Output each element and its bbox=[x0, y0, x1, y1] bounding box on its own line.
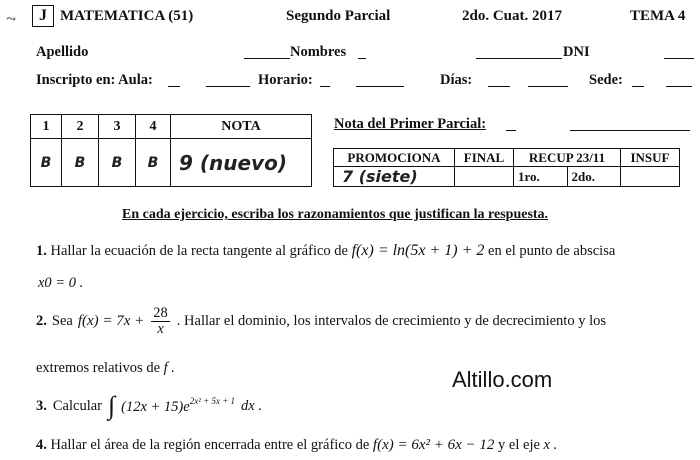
grade-nota: 9 (nuevo) bbox=[171, 139, 312, 187]
grades-header-1: 1 bbox=[31, 115, 62, 139]
exercise-1-number: 1. bbox=[36, 243, 47, 259]
exercise-4-text-2: y el eje bbox=[498, 437, 540, 453]
exercise-2-line-2 bbox=[36, 360, 175, 377]
exercise-3-exponent: 2x² + 5x + 1 bbox=[189, 396, 236, 406]
nombres-label: Nombres bbox=[290, 44, 347, 60]
exercise-1-text: Hallar la ecuación de la recta tangente al gráfico de bbox=[50, 243, 348, 259]
horario-line[interactable] bbox=[320, 74, 330, 87]
exercise-3-number: 3. bbox=[36, 397, 47, 414]
horario-label: Horario: bbox=[258, 72, 313, 88]
theme: TEMA 4 bbox=[630, 8, 686, 24]
exercise-2-text-3: extremos relativos de bbox=[36, 360, 161, 376]
arrow-mark: ⤳ bbox=[6, 12, 17, 26]
dni-label: DNI bbox=[563, 44, 590, 60]
exercise-4-text: Hallar el área de la región encerrada entre el gráfico de bbox=[50, 437, 370, 453]
dni-line[interactable] bbox=[664, 46, 694, 59]
exercise-2-text: Sea bbox=[51, 313, 73, 329]
exercise-2-function: f(x) = 7x + bbox=[77, 313, 145, 329]
exercise-3-expression: $(12x + 15)e^{2x^2 + 5x + 1}$ bbox=[121, 396, 236, 415]
watermark-logo: Altillo.com bbox=[452, 367, 553, 392]
grade-1: B bbox=[31, 139, 62, 187]
primer-parcial-table bbox=[333, 148, 680, 187]
pp-final-cell bbox=[455, 167, 514, 187]
grade-3: B bbox=[99, 139, 136, 187]
grade-2: B bbox=[62, 139, 99, 187]
exercise-4-x: x . bbox=[543, 437, 558, 453]
exercise-2-f: f . bbox=[163, 360, 175, 376]
pp-header-final: FINAL bbox=[455, 149, 514, 167]
grades-header-4: 4 bbox=[136, 115, 171, 139]
grades-table bbox=[30, 114, 312, 187]
pp-header-recup: RECUP 23/11 bbox=[514, 149, 621, 167]
sede-label: Sede: bbox=[589, 72, 623, 88]
aula-line[interactable] bbox=[168, 74, 180, 87]
pp-header-promociona: PROMOCIONA bbox=[334, 149, 455, 167]
fraction-denominator: x bbox=[157, 321, 164, 337]
primer-parcial-line-2[interactable] bbox=[570, 118, 690, 131]
pp-recup-2do: 2do. bbox=[567, 167, 621, 187]
term: 2do. Cuat. 2017 bbox=[462, 8, 563, 24]
dias-line-2[interactable] bbox=[528, 74, 568, 87]
nombres-line-2[interactable] bbox=[476, 46, 562, 59]
pp-insuf-cell bbox=[621, 167, 680, 187]
exercise-4-number: 4. bbox=[36, 437, 47, 453]
aula-label: Inscripto en: Aula: bbox=[36, 72, 153, 88]
grades-header-nota: NOTA bbox=[171, 115, 312, 139]
sede-line[interactable] bbox=[632, 74, 644, 87]
exercise-2-text-2: . Hallar el dominio, los intervalos de crecimiento y de decrecimiento y los bbox=[176, 313, 607, 329]
nombres-line[interactable] bbox=[358, 46, 366, 59]
grade-4: B bbox=[136, 139, 171, 187]
exercise-1-point: x0 = 0 . bbox=[38, 275, 84, 291]
pp-promociona-value: 7 (siete) bbox=[334, 167, 455, 187]
exercise-3-dx: dx . bbox=[241, 397, 262, 414]
sede-line-2[interactable] bbox=[666, 74, 692, 87]
exercise-2-fraction bbox=[151, 306, 170, 337]
pp-header-insuf: INSUF bbox=[621, 149, 680, 167]
dias-line[interactable] bbox=[488, 74, 510, 87]
pp-recup-1ro: 1ro. bbox=[514, 167, 568, 187]
exercise-4-function: f(x) = 6x² + 6x − 12 bbox=[372, 437, 495, 453]
exercise-3-text: Calcular bbox=[52, 397, 102, 414]
apellido-label: Apellido bbox=[36, 44, 89, 60]
exercise-1-function: f(x) = ln(5x + 1) + 2 bbox=[351, 242, 485, 259]
exam-name: Segundo Parcial bbox=[286, 8, 391, 24]
exercise-1-text-2: en el punto de abscisa bbox=[488, 243, 616, 259]
exercise-1 bbox=[36, 242, 615, 260]
primer-parcial-label: Nota del Primer Parcial: bbox=[334, 116, 487, 132]
primer-parcial-line[interactable] bbox=[506, 118, 516, 131]
dias-label: Días: bbox=[440, 72, 473, 88]
exercise-2-number: 2. bbox=[36, 313, 47, 329]
exercise-2 bbox=[36, 306, 606, 337]
exam-code-box: J bbox=[32, 5, 54, 27]
subject-title: MATEMATICA (51) bbox=[60, 8, 194, 24]
integral-symbol: ∫ bbox=[108, 391, 116, 420]
grades-header-3: 3 bbox=[99, 115, 136, 139]
fraction-numerator: 28 bbox=[153, 305, 168, 321]
instruction: En cada ejercicio, escriba los razonamientos que justifican la respuesta. bbox=[122, 207, 549, 222]
grades-header-2: 2 bbox=[62, 115, 99, 139]
exercise-4 bbox=[36, 437, 557, 454]
apellido-line[interactable] bbox=[244, 46, 290, 59]
horario-line-2[interactable] bbox=[356, 74, 404, 87]
aula-line-2[interactable] bbox=[206, 74, 250, 87]
exercise-3 bbox=[36, 391, 262, 420]
